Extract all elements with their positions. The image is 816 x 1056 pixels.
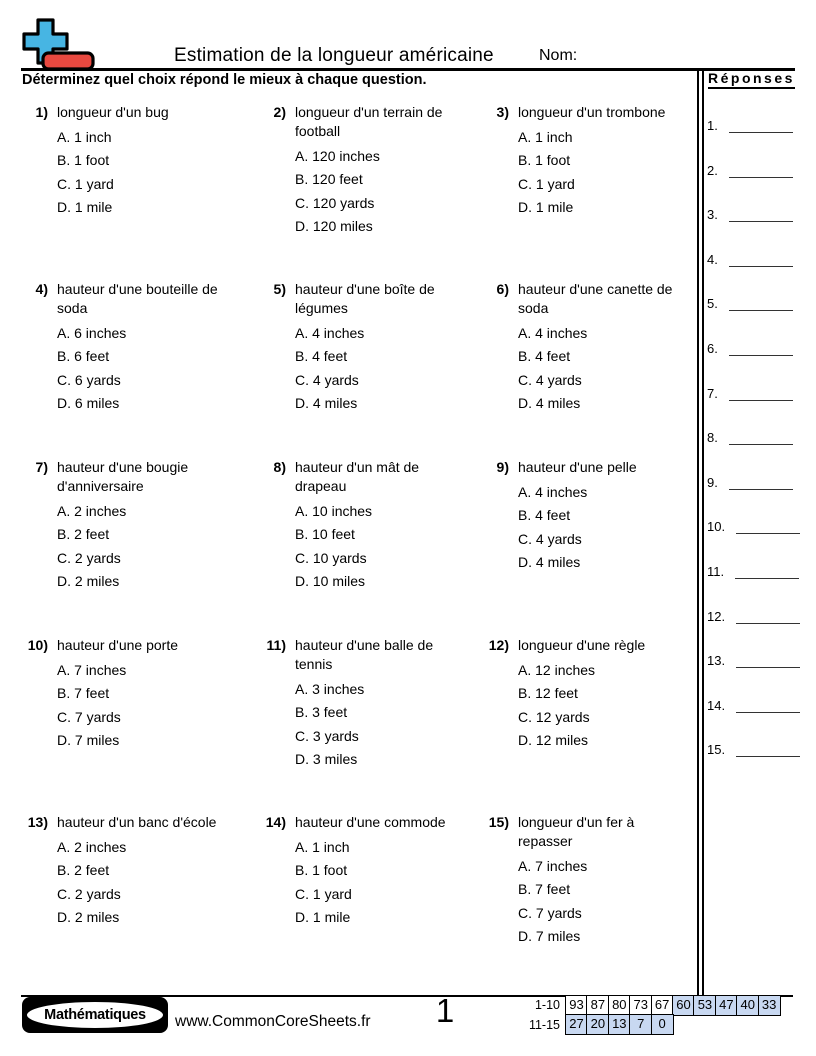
question-title: hauteur d'une pelle bbox=[518, 459, 637, 475]
question-option: A. 4 inches bbox=[518, 325, 588, 341]
brand-oval bbox=[25, 1000, 165, 1030]
question-option: A. 120 inches bbox=[295, 148, 380, 164]
question-options bbox=[57, 322, 239, 416]
question-options bbox=[295, 322, 465, 416]
question-title: hauteur d'un mât de drapeau bbox=[295, 459, 420, 494]
score-cell: 27 bbox=[565, 1014, 588, 1035]
question-item bbox=[295, 280, 465, 416]
question-title: longueur d'un terrain de football bbox=[295, 104, 443, 139]
question-option: C. 10 yards bbox=[295, 549, 367, 566]
question-option: C. 12 yards bbox=[518, 708, 590, 725]
question-title: longueur d'une règle bbox=[518, 637, 646, 653]
commoncoresheets-logo bbox=[21, 17, 103, 75]
score-row-label: 1-10 bbox=[534, 998, 560, 1012]
question-options bbox=[57, 659, 239, 753]
answer-blank-line[interactable] bbox=[736, 665, 800, 668]
brand-label: Mathématiques bbox=[44, 1007, 146, 1023]
answer-blank-line[interactable] bbox=[729, 353, 793, 356]
question-option: B. 1 foot bbox=[57, 152, 110, 169]
question-option: A. 3 inches bbox=[295, 681, 365, 697]
question-option: C. 4 yards bbox=[295, 371, 359, 388]
question-item bbox=[295, 103, 465, 239]
question-option: D. 1 mile bbox=[295, 909, 351, 926]
question-options bbox=[518, 322, 690, 416]
question-option: B. 1 foot bbox=[518, 152, 571, 169]
answer-number: 2. bbox=[707, 162, 718, 178]
instruction-text: Déterminez quel choix répond le mieux à chaque question. bbox=[22, 72, 427, 88]
question-option: B. 12 feet bbox=[518, 685, 578, 702]
question-option: B. 2 feet bbox=[57, 862, 110, 879]
question-number: 4) bbox=[35, 281, 48, 297]
name-label: Nom: bbox=[539, 47, 578, 64]
question-title: hauteur d'une bougie d'anniversaire bbox=[57, 459, 189, 494]
question-option: D. 7 miles bbox=[518, 928, 581, 945]
question-option: A. 7 inches bbox=[518, 858, 588, 874]
header-divider bbox=[21, 68, 795, 71]
answer-blank-line[interactable] bbox=[729, 398, 793, 401]
answer-slot bbox=[707, 385, 793, 402]
question-option: C. 120 yards bbox=[295, 194, 375, 211]
answer-number: 6. bbox=[707, 341, 718, 356]
question-option: A. 12 inches bbox=[518, 662, 596, 678]
answer-slot bbox=[707, 741, 800, 758]
question-title: hauteur d'une boîte de légumes bbox=[295, 281, 435, 316]
score-row-label: 11-15 bbox=[528, 1017, 560, 1032]
question-number: 8) bbox=[273, 459, 286, 475]
question-title: hauteur d'une porte bbox=[57, 637, 178, 653]
answer-blank-line[interactable] bbox=[729, 442, 793, 445]
answer-blank-line[interactable] bbox=[736, 710, 800, 713]
score-cell: 87 bbox=[586, 995, 609, 1016]
question-item bbox=[518, 280, 690, 416]
question-option: B. 10 feet bbox=[295, 526, 355, 543]
question-title: longueur d'un trombone bbox=[518, 104, 666, 120]
question-title: longueur d'un fer à repasser bbox=[518, 814, 635, 849]
question-option: D. 4 miles bbox=[518, 554, 581, 571]
answer-blank-line[interactable] bbox=[729, 130, 793, 133]
answer-slot bbox=[707, 295, 793, 312]
answer-blank-line[interactable] bbox=[736, 531, 800, 534]
question-item bbox=[518, 103, 690, 220]
score-cell: 13 bbox=[608, 1014, 631, 1035]
answers-divider-line bbox=[702, 69, 704, 996]
answer-number: 14. bbox=[707, 697, 726, 713]
question-options bbox=[295, 500, 465, 594]
question-option: D. 3 miles bbox=[295, 751, 358, 768]
question-number: 9) bbox=[496, 459, 509, 475]
answer-slot bbox=[707, 117, 793, 134]
answer-slot bbox=[707, 652, 800, 669]
question-title: hauteur d'une commode bbox=[295, 814, 446, 830]
answer-blank-line[interactable] bbox=[729, 175, 793, 178]
score-cell: 53 bbox=[693, 995, 716, 1016]
score-row bbox=[565, 995, 781, 1016]
question-options bbox=[57, 500, 239, 594]
question-option: D. 10 miles bbox=[295, 573, 366, 590]
answer-number: 7. bbox=[707, 385, 718, 401]
question-number: 2) bbox=[273, 104, 286, 120]
question-option: C. 3 yards bbox=[295, 727, 359, 744]
answer-number: 4. bbox=[707, 251, 718, 267]
question-option: A. 7 inches bbox=[57, 662, 127, 678]
question-option: D. 12 miles bbox=[518, 732, 589, 749]
answer-blank-line[interactable] bbox=[729, 308, 793, 311]
question-option: C. 2 yards bbox=[57, 549, 121, 566]
answer-number: 11. bbox=[707, 564, 725, 579]
question-number: 11) bbox=[266, 637, 286, 653]
question-option: A. 1 inch bbox=[295, 839, 350, 855]
question-title: longueur d'un bug bbox=[57, 104, 169, 120]
question-options bbox=[518, 855, 690, 949]
score-cell: 0 bbox=[651, 1014, 674, 1035]
question-option: C. 6 yards bbox=[57, 371, 121, 388]
question-item bbox=[57, 636, 239, 753]
question-number: 7) bbox=[35, 459, 48, 475]
question-options bbox=[518, 481, 690, 575]
question-title: hauteur d'une bouteille de soda bbox=[57, 281, 218, 316]
page-number: 1 bbox=[435, 992, 455, 1029]
question-title: hauteur d'un banc d'école bbox=[57, 814, 217, 830]
answer-number: 10. bbox=[707, 519, 726, 535]
answers-divider-line bbox=[697, 69, 699, 996]
question-item bbox=[518, 636, 690, 753]
score-cell: 73 bbox=[629, 995, 652, 1016]
score-cell: 47 bbox=[715, 995, 738, 1016]
question-option: A. 2 inches bbox=[57, 503, 127, 519]
score-cell: 60 bbox=[672, 995, 695, 1016]
question-option: B. 1 foot bbox=[295, 862, 348, 879]
answers-header: Réponses bbox=[708, 70, 795, 89]
question-option: C. 1 yard bbox=[518, 175, 575, 192]
question-options bbox=[57, 836, 239, 930]
question-option: A. 4 inches bbox=[295, 325, 365, 341]
score-cell: 67 bbox=[651, 995, 674, 1016]
question-option: C. 7 yards bbox=[518, 904, 582, 921]
question-options bbox=[518, 659, 690, 753]
question-option: D. 2 miles bbox=[57, 909, 120, 926]
question-number: 15) bbox=[488, 814, 509, 830]
question-item bbox=[518, 813, 690, 949]
question-number: 10) bbox=[27, 637, 48, 653]
question-item bbox=[518, 458, 690, 575]
answer-blank-line[interactable] bbox=[729, 264, 793, 267]
answer-number: 3. bbox=[707, 207, 718, 223]
answer-number: 5. bbox=[707, 296, 718, 312]
question-options bbox=[57, 126, 239, 220]
question-number: 13) bbox=[27, 814, 48, 830]
question-number: 12) bbox=[488, 637, 509, 653]
question-item bbox=[295, 458, 465, 594]
question-title: hauteur d'une canette de soda bbox=[518, 281, 673, 316]
question-option: C. 4 yards bbox=[518, 371, 582, 388]
question-title: hauteur d'une balle de tennis bbox=[295, 637, 434, 672]
question-number: 1) bbox=[35, 104, 48, 120]
question-options bbox=[295, 145, 465, 239]
score-cell: 40 bbox=[736, 995, 759, 1016]
score-cell: 80 bbox=[608, 995, 631, 1016]
score-cell: 7 bbox=[629, 1014, 652, 1035]
question-options bbox=[295, 678, 465, 772]
question-option: C. 7 yards bbox=[57, 708, 121, 725]
answer-blank-line[interactable] bbox=[729, 487, 793, 490]
question-option: B. 3 feet bbox=[295, 704, 348, 721]
question-option: C. 4 yards bbox=[518, 530, 582, 547]
question-option: C. 2 yards bbox=[57, 885, 121, 902]
answer-number: 15. bbox=[707, 742, 726, 758]
question-number: 5) bbox=[273, 281, 286, 297]
answer-slot bbox=[707, 251, 793, 268]
page-title: Estimation de la longueur américaine bbox=[174, 45, 494, 66]
question-option: C. 1 yard bbox=[57, 175, 114, 192]
answer-slot bbox=[707, 608, 800, 625]
minus-icon bbox=[43, 53, 93, 69]
question-option: B. 4 feet bbox=[295, 348, 348, 365]
answer-slot bbox=[707, 697, 800, 714]
question-option: D. 6 miles bbox=[57, 395, 120, 412]
question-option: D. 4 miles bbox=[295, 395, 358, 412]
score-cell: 20 bbox=[586, 1014, 609, 1035]
question-option: C. 1 yard bbox=[295, 885, 352, 902]
question-option: B. 2 feet bbox=[57, 526, 110, 543]
answer-slot bbox=[707, 340, 793, 357]
score-cell: 33 bbox=[758, 995, 781, 1016]
answer-slot bbox=[707, 429, 793, 446]
answer-blank-line[interactable] bbox=[736, 621, 800, 624]
question-option: D. 2 miles bbox=[57, 573, 120, 590]
question-option: A. 6 inches bbox=[57, 325, 127, 341]
question-option: B. 4 feet bbox=[518, 507, 571, 524]
answer-blank-line[interactable] bbox=[729, 219, 793, 222]
question-item bbox=[57, 103, 239, 220]
question-option: B. 6 feet bbox=[57, 348, 110, 365]
answer-blank-line[interactable] bbox=[735, 576, 799, 579]
question-option: B. 7 feet bbox=[57, 685, 110, 702]
question-option: A. 1 inch bbox=[518, 129, 573, 145]
question-option: D. 1 mile bbox=[57, 199, 113, 216]
question-item bbox=[57, 813, 239, 930]
question-options bbox=[518, 126, 690, 220]
answer-number: 8. bbox=[707, 430, 718, 446]
question-option: B. 120 feet bbox=[295, 171, 363, 188]
answer-slot bbox=[707, 206, 793, 223]
brand-badge bbox=[22, 997, 168, 1033]
question-option: B. 4 feet bbox=[518, 348, 571, 365]
question-option: B. 7 feet bbox=[518, 881, 571, 898]
answer-number: 12. bbox=[707, 608, 726, 624]
question-option: D. 7 miles bbox=[57, 732, 120, 749]
score-row bbox=[565, 1014, 674, 1035]
question-item bbox=[57, 280, 239, 416]
answer-number: 13. bbox=[707, 653, 726, 669]
question-number: 6) bbox=[496, 281, 509, 297]
question-number: 14) bbox=[265, 814, 286, 830]
website-url: www.CommonCoreSheets.fr bbox=[175, 1013, 371, 1030]
question-option: D. 120 miles bbox=[295, 218, 373, 235]
question-options bbox=[295, 836, 465, 930]
question-number: 3) bbox=[496, 104, 509, 120]
question-option: A. 10 inches bbox=[295, 503, 373, 519]
answer-slot bbox=[707, 162, 793, 179]
answer-slot bbox=[707, 518, 800, 535]
question-item bbox=[295, 813, 465, 930]
question-option: D. 4 miles bbox=[518, 395, 581, 412]
answer-number: 9. bbox=[707, 474, 718, 490]
question-option: D. 1 mile bbox=[518, 199, 574, 216]
answer-slot bbox=[707, 474, 793, 491]
question-item bbox=[295, 636, 465, 772]
question-option: A. 2 inches bbox=[57, 839, 127, 855]
answer-number: 1. bbox=[707, 118, 718, 133]
question-option: A. 4 inches bbox=[518, 484, 588, 500]
question-item bbox=[57, 458, 239, 594]
question-option: A. 1 inch bbox=[57, 129, 112, 145]
answer-slot bbox=[707, 563, 799, 580]
answer-blank-line[interactable] bbox=[736, 754, 800, 757]
score-cell: 93 bbox=[565, 995, 588, 1016]
